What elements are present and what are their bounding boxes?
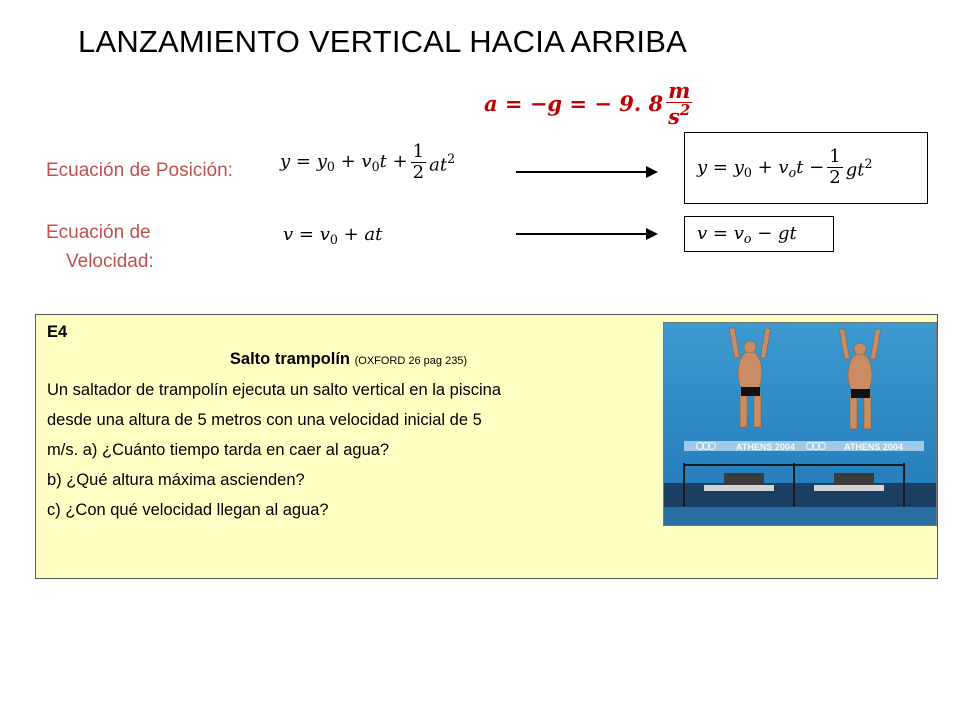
slide-title: LANZAMIENTO VERTICAL HACIA ARRIBA: [78, 24, 687, 59]
velocity-equation-label-line2: Velocidad:: [66, 251, 154, 272]
unit-numerator: m: [668, 78, 691, 103]
problem-heading: [36, 350, 661, 369]
acceleration-unit: [666, 80, 692, 128]
problem-line-5: c) ¿Con qué velocidad llegan al agua?: [47, 501, 329, 519]
problem-line-4: b) ¿Qué altura máxima ascienden?: [47, 471, 305, 489]
velocity-arrow: [516, 233, 656, 235]
problem-code: E4: [47, 323, 68, 341]
problem-line-3: m/s. a) ¿Cuánto tiempo tarda en caer al agua?: [47, 441, 390, 459]
problem-panel: [35, 314, 938, 579]
svg-text:ATHENS 2004: ATHENS 2004: [736, 442, 795, 452]
problem-reference: (OXFORD 26 pag 235): [354, 355, 468, 367]
problem-title: Salto trampolín: [229, 350, 350, 368]
svg-text:ATHENS 2004: ATHENS 2004: [844, 442, 903, 452]
position-equation-general: $y = y_0 + v_0t$ + $\frac{1}{2}$ $at^2$: [280, 141, 456, 183]
velocity-equation-label-line1: Ecuación de: [46, 222, 151, 243]
acceleration-formula: [484, 80, 695, 128]
position-equation-label: Ecuación de Posición:: [46, 160, 233, 181]
problem-line-1: Un saltador de trampolín ejecuta un salto vertical en la piscina: [47, 381, 501, 399]
problem-line-2: desde una altura de 5 metros con una velocidad inicial de 5: [47, 411, 482, 429]
acceleration-lhs: a = −g = − 9. 8: [484, 91, 664, 117]
velocity-equation-general: $v = v_0$ + at: [283, 224, 383, 247]
divers-photo: [663, 322, 937, 526]
velocity-equation-specific: $v = v_o$ − gt: [684, 216, 834, 252]
position-arrow: [516, 171, 656, 173]
unit-denominator: $s^2$: [668, 102, 691, 129]
position-equation-specific: $y = y_0 + v_ot$ − $\frac{1}{2}$ $gt^2$: [684, 132, 928, 204]
